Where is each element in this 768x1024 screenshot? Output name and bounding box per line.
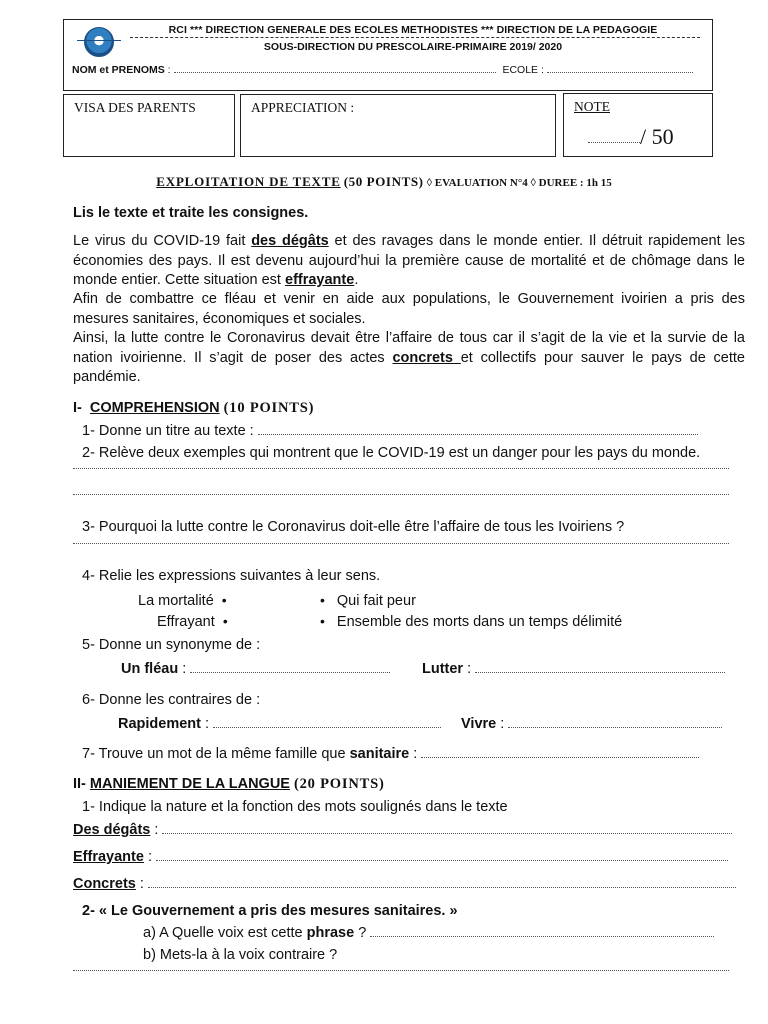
- answer-line-2-2b[interactable]: [73, 970, 729, 971]
- text-paragraph-1: Le virus du COVID-19 fait des dégâts et des ravages dans le monde entier. Il détruit rapidement les économies des pays. Il est devenu aujourd’hui la première cause de mortalité et de chômage dans le monde entier. Cette situation est effrayante.: [73, 233, 745, 288]
- answer-field-1-7[interactable]: [421, 748, 699, 758]
- answer-line-1-2a[interactable]: [73, 468, 729, 469]
- question-1-4: 4- Relie les expressions suivantes à leur sens.: [82, 568, 381, 584]
- answer-field-effrayante[interactable]: [156, 851, 728, 861]
- note-label: NOTE: [574, 99, 610, 114]
- text-paragraph-2: Afin de combattre ce fléau et venir en aide aux populations, le Gouvernement ivoirien a pris des mesures sanitaires, économiques et sociales.: [73, 291, 745, 327]
- answer-line-1-3[interactable]: [73, 543, 729, 544]
- question-1-1: 1- Donne un titre au texte :: [82, 423, 698, 439]
- antonym-rapidement: Rapidement :: [118, 716, 441, 732]
- exercise-title: [0, 174, 768, 190]
- word-des-degats: Des dégâts :: [73, 822, 732, 838]
- text-paragraph-3: Ainsi, la lutte contre le Coronavirus devait être l’affaire de tous car il s’agit de la vie et la survie de la nation ivoirienne. Il s’agit de poser des actes concrets et collectifs pour sauver le pays de cette pandémie.: [73, 330, 745, 385]
- antonym-vivre: Vivre :: [461, 716, 722, 732]
- header-line2: SOUS-DIRECTION DU PRESCOLAIRE-PRIMAIRE 2019/ 2020: [263, 41, 563, 53]
- answer-field-degats[interactable]: [162, 824, 732, 834]
- question-1-2: 2- Relève deux exemples qui montrent que le COVID-19 est un danger pour les pays du monde.: [82, 445, 701, 461]
- nom-field[interactable]: [174, 63, 496, 73]
- question-2-2a: a) A Quelle voix est cette phrase ?: [143, 925, 714, 941]
- question-1-3: 3- Pourquoi la lutte contre le Coronavirus doit-elle être l’affaire de tous les Ivoiriens ?: [82, 519, 625, 535]
- instructions: Lis le texte et traite les consignes.: [73, 205, 309, 221]
- synonym-flea: Un fléau :: [121, 661, 390, 677]
- match-right-2: • Ensemble des morts dans un temps délimité: [320, 613, 623, 630]
- nom-label: NOM et PRENOMS: [72, 64, 165, 76]
- question-1-5: 5- Donne un synonyme de :: [82, 637, 261, 653]
- underlined-concrets: concrets: [392, 349, 461, 366]
- logo-wing-icon: [77, 40, 121, 46]
- question-2-2b: b) Mets-la à la voix contraire ?: [143, 947, 338, 963]
- section-comprehension-title: I- COMPREHENSION (10 POINTS): [73, 400, 315, 416]
- title-points: (50 POINTS): [343, 174, 424, 189]
- appreciation-box[interactable]: [240, 94, 556, 157]
- ecole-label: ECOLE: [502, 64, 539, 76]
- word-concrets: Concrets :: [73, 876, 736, 892]
- header-line1: RCI *** DIRECTION GENERALE DES ECOLES METHODISTES *** DIRECTION DE LA PEDAGOGIE: [168, 24, 658, 36]
- appreciation-label: APPRECIATION :: [251, 100, 355, 115]
- header-divider: [130, 37, 700, 38]
- answer-line-1-2b[interactable]: [73, 494, 729, 495]
- title-eval: ◊ EVALUATION N°4 ◊ DUREE : 1h 15: [426, 177, 612, 189]
- question-2-1: 1- Indique la nature et la fonction des mots soulignés dans le texte: [82, 799, 508, 815]
- title-main: EXPLOITATION DE TEXTE: [156, 174, 341, 189]
- synonym-lutter: Lutter :: [422, 661, 725, 677]
- visa-box[interactable]: [63, 94, 235, 157]
- underlined-des-degats: des dégâts: [251, 233, 329, 249]
- note-box[interactable]: [563, 93, 713, 157]
- match-right-1: • Qui fait peur: [320, 592, 416, 609]
- question-2-2: 2- « Le Gouvernement a pris des mesures sanitaires. »: [82, 903, 458, 919]
- visa-label: VISA DES PARENTS: [74, 100, 196, 115]
- answer-field-1-1[interactable]: [258, 425, 698, 435]
- underlined-effrayante: effrayante: [285, 272, 355, 288]
- header-fields: NOM et PRENOMS : ECOLE :: [72, 63, 693, 76]
- match-left-1: La mortalité •: [138, 592, 227, 609]
- answer-field-flea[interactable]: [190, 663, 390, 673]
- match-left-2: Effrayant •: [157, 613, 228, 630]
- question-1-6: 6- Donne les contraires de :: [82, 692, 261, 708]
- question-1-7: 7- Trouve un mot de la même famille que sanitaire :: [82, 746, 699, 762]
- section-langue-title: II- MANIEMENT DE LA LANGUE (20 POINTS): [73, 776, 385, 792]
- ecole-field[interactable]: [547, 63, 693, 73]
- answer-field-2-2a[interactable]: [370, 927, 714, 937]
- answer-field-concrets[interactable]: [148, 878, 736, 888]
- answer-field-rapidement[interactable]: [213, 718, 441, 728]
- word-effrayante: Effrayante :: [73, 849, 728, 865]
- answer-field-lutter[interactable]: [475, 663, 725, 673]
- answer-field-vivre[interactable]: [508, 718, 722, 728]
- note-value: / 50: [588, 124, 674, 150]
